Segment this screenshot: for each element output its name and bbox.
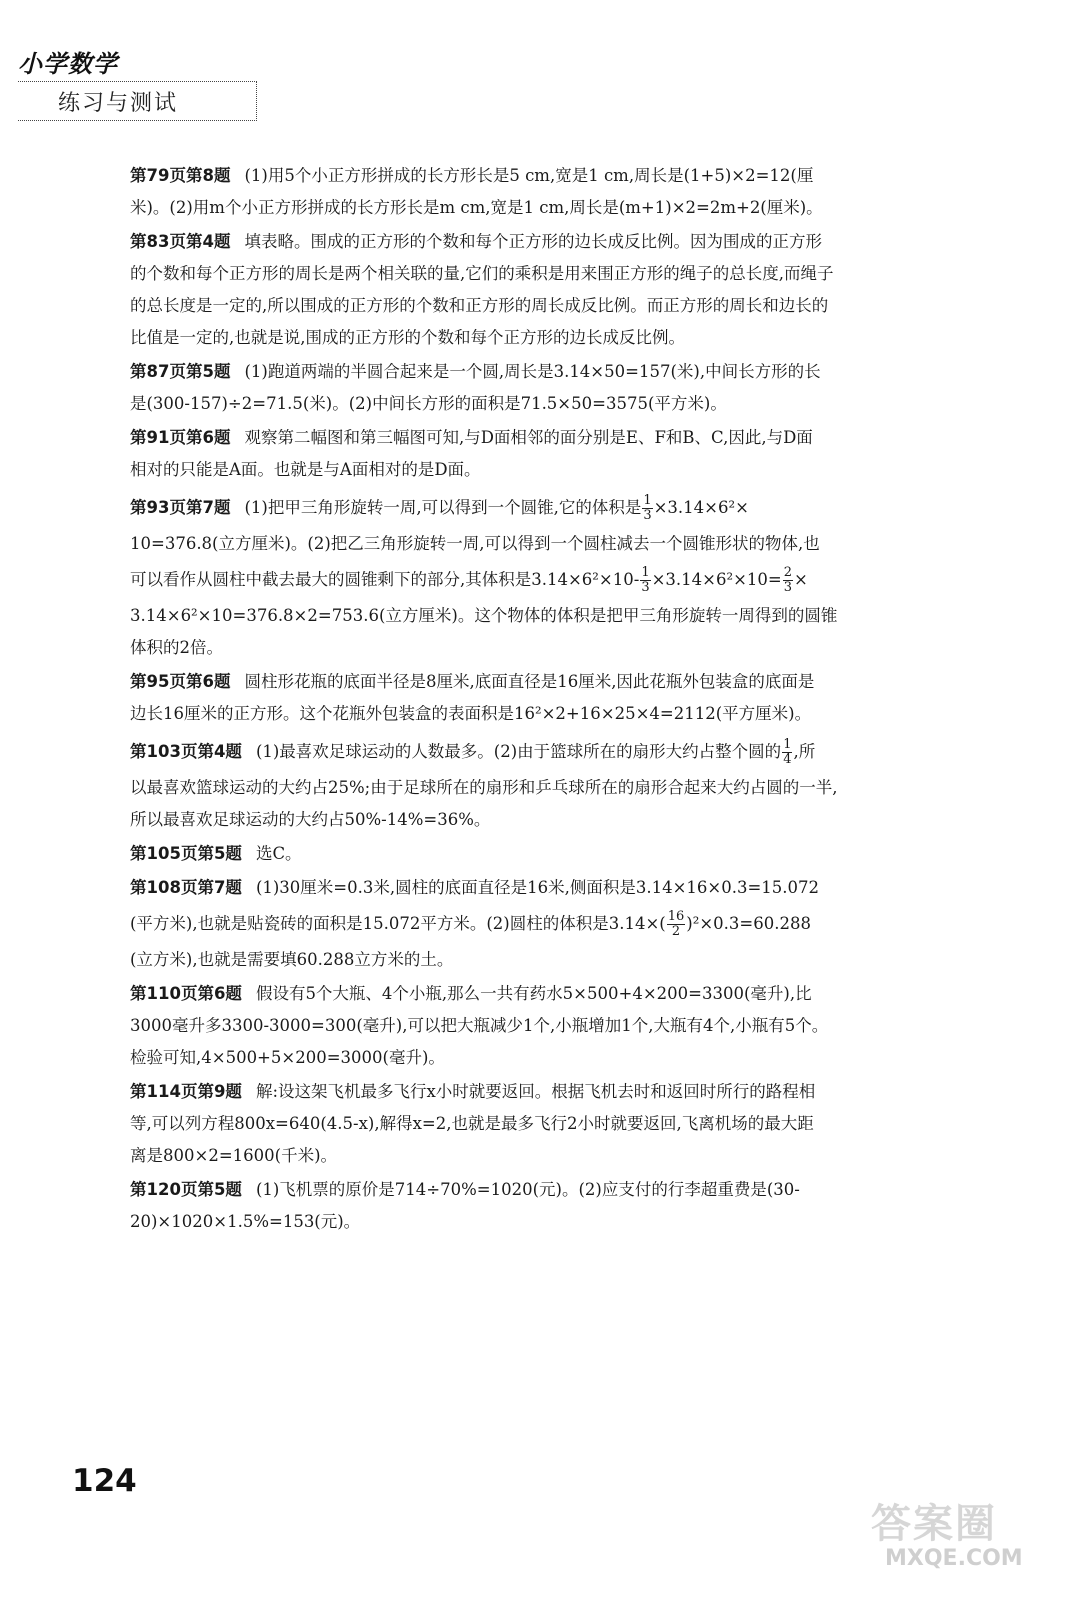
answer-entry: [130, 838, 960, 870]
entry-text: (立方米),也就是需要填60.288立方米的土。: [130, 950, 454, 969]
entry-text: 3000毫升多3300-3000=300(毫升),可以把大瓶减少1个,小瓶增加1个,大瓶有4个,小瓶有5个。: [130, 1016, 829, 1035]
entry-text: 体积的2倍。: [130, 638, 223, 657]
entry-text: (1)跑道两端的半圆合起来是一个圆,周长是3.14×50=157(米),中间长方形的长: [244, 362, 821, 381]
series-title: 小学数学: [18, 50, 118, 78]
book-title-box: [18, 81, 257, 121]
entry-text: 米)。(2)用m个小正方形拼成的长方形长是m cm,宽是1 cm,周长是(m+1)×2=2m+2(厘米)。: [130, 198, 823, 217]
entry-text: 所以最喜欢足球运动的大约占50%-14%=36%。: [130, 810, 491, 829]
entry-text: 解:设这架飞机最多飞行x小时就要返回。根据飞机去时和返回时所行的路程相: [255, 1082, 816, 1101]
entry-text: (1)最喜欢足球运动的人数最多。(2)由于篮球所在的扇形大约占整个圆的: [255, 742, 782, 761]
fraction: $\frac{2}{3}$: [783, 565, 793, 595]
entry-reference: 第93页第7题: [130, 498, 231, 517]
answer-entry: [130, 666, 960, 730]
entry-text: 10=376.8(立方厘米)。(2)把乙三角形旋转一周,可以得到一个圆柱减去一个圆锥形状的物体,也: [130, 534, 820, 553]
answer-entry: [130, 226, 960, 354]
entry-text: 假设有5个大瓶、4个小瓶,那么一共有药水5×500+4×200=3300(毫升),比: [255, 984, 812, 1003]
answer-entry: [130, 978, 960, 1074]
entry-text: (1)飞机票的原价是714÷70%=1020(元)。(2)应支付的行李超重费是(30-: [255, 1180, 800, 1199]
entry-text: 的总长度是一定的,所以围成的正方形的个数和正方形的周长成反比例。而正方形的周长和边长的: [130, 296, 829, 315]
book-header: [18, 44, 257, 121]
watermark-logo: [865, 1488, 1065, 1578]
answer-entry: [130, 488, 960, 664]
entry-text: 圆柱形花瓶的底面半径是8厘米,底面直径是16厘米,因此花瓶外包装盒的底面是: [244, 672, 815, 691]
answer-list: [130, 160, 960, 1240]
entry-reference: 第114页第9题: [130, 1082, 242, 1101]
entry-text: 是(300-157)÷2=71.5(米)。(2)中间长方形的面积是71.5×50=3575(平方米)。: [130, 394, 727, 413]
entry-text: 观察第二幅图和第三幅图可知,与D面相邻的面分别是E、F和B、C,因此,与D面: [244, 428, 813, 447]
entry-reference: 第105页第5题: [130, 844, 242, 863]
fraction: $\frac{1}{3}$: [643, 493, 652, 523]
entry-text: 3.14×6²×10=376.8×2=753.6(立方厘米)。这个物体的体积是把甲三角形旋转一周得到的圆锥: [130, 606, 838, 625]
entry-text: 的个数和每个正方形的周长是两个相关联的量,它们的乘积是用来围正方形的绳子的总长度,而绳子: [130, 264, 834, 283]
entry-text: 比值是一定的,也就是说,围成的正方形的个数和每个正方形的边长成反比例。: [130, 328, 685, 347]
answer-entry: [130, 1076, 960, 1172]
answer-entry: [130, 872, 960, 976]
fraction: $\frac{16}{2}$: [667, 909, 685, 939]
entry-text: ,所: [793, 742, 816, 761]
entry-text: 以最喜欢篮球运动的大约占25%;由于足球所在的扇形和乒乓球所在的扇形合起来大约占圆的一半,: [130, 778, 838, 797]
entry-text: 等,可以列方程800x=640(4.5-x),解得x=2,也就是最多飞行2小时就要返回,飞离机场的最大距: [130, 1114, 814, 1133]
entry-reference: 第95页第6题: [130, 672, 231, 691]
entry-text: (1)30厘米=0.3米,圆柱的底面直径是16米,侧面积是3.14×16×0.3=15.072: [255, 878, 820, 897]
entry-text: (平方米),也就是贴瓷砖的面积是15.072平方米。(2)圆柱的体积是3.14×(: [130, 914, 666, 933]
answer-entry: [130, 732, 960, 836]
entry-text: ×: [794, 570, 808, 589]
entry-text: 相对的只能是A面。也就是与A面相对的是D面。: [130, 460, 481, 479]
entry-reference: 第120页第5题: [130, 1180, 242, 1199]
answer-entry: [130, 1174, 960, 1238]
book-title: 练习与测试: [58, 91, 179, 116]
entry-text: 离是800×2=1600(千米)。: [130, 1146, 338, 1165]
entry-text: (1)把甲三角形旋转一周,可以得到一个圆锥,它的体积是: [244, 498, 642, 517]
entry-reference: 第87页第5题: [130, 362, 231, 381]
entry-reference: 第79页第8题: [130, 166, 231, 185]
entry-text: 可以看作从圆柱中截去最大的圆锥剩下的部分,其体积是3.14×6²×10-: [130, 570, 640, 589]
entry-reference: 第108页第7题: [130, 878, 242, 897]
fraction: $\frac{1}{4}$: [783, 737, 792, 767]
entry-reference: 第83页第4题: [130, 232, 231, 251]
watermark-url: MXQE.COM: [885, 1546, 1023, 1571]
entry-text: ×3.14×6²×10=: [651, 570, 782, 589]
answer-entry: [130, 160, 960, 224]
answer-entry: [130, 422, 960, 486]
entry-text: 检验可知,4×500+5×200=3000(毫升)。: [130, 1048, 445, 1067]
entry-text: 20)×1020×1.5%=153(元)。: [130, 1212, 361, 1231]
entry-text: 选C。: [255, 844, 302, 863]
entry-reference: 第110页第6题: [130, 984, 242, 1003]
entry-text: 边长16厘米的正方形。这个花瓶外包装盒的表面积是16²×2+16×25×4=2112(平方厘米)。: [130, 704, 812, 723]
entry-text: )²×0.3=60.288: [686, 914, 811, 933]
entry-reference: 第91页第6题: [130, 428, 231, 447]
watermark-text: 答案圈: [871, 1501, 997, 1547]
entry-reference: 第103页第4题: [130, 742, 242, 761]
entry-text: ×3.14×6²×: [653, 498, 749, 517]
answer-entry: [130, 356, 960, 420]
fraction: $\frac{1}{3}$: [641, 565, 650, 595]
page-number: 124: [72, 1463, 137, 1499]
entry-text: 填表略。围成的正方形的个数和每个正方形的边长成反比例。因为围成的正方形: [244, 232, 822, 251]
entry-text: (1)用5个小正方形拼成的长方形长是5 cm,宽是1 cm,周长是(1+5)×2=12(厘: [244, 166, 814, 185]
